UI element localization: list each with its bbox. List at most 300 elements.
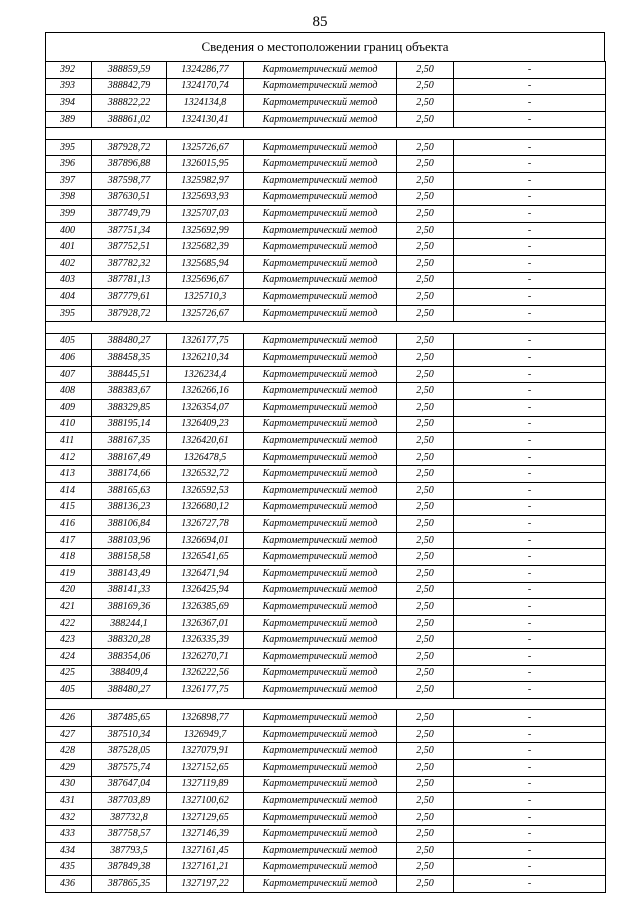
method-cell: Картометрический метод xyxy=(244,876,397,893)
boundary-table-sheet xyxy=(45,32,605,893)
separator-cell xyxy=(46,322,606,333)
x-coordinate-cell: 388141,33 xyxy=(92,582,167,599)
y-coordinate-cell: 1326592,53 xyxy=(167,483,244,500)
method-cell: Картометрический метод xyxy=(244,859,397,876)
point-number-cell: 433 xyxy=(46,826,92,843)
method-cell: Картометрический метод xyxy=(244,272,397,289)
accuracy-cell: 2,50 xyxy=(397,239,454,256)
point-number-cell: 409 xyxy=(46,400,92,417)
description-cell: - xyxy=(454,826,606,843)
table-body xyxy=(46,62,606,893)
method-cell: Картометрический метод xyxy=(244,139,397,156)
point-number-cell: 431 xyxy=(46,793,92,810)
description-cell: - xyxy=(454,759,606,776)
x-coordinate-cell: 388329,85 xyxy=(92,400,167,417)
point-number-cell: 407 xyxy=(46,366,92,383)
accuracy-cell: 2,50 xyxy=(397,305,454,322)
method-cell: Картометрический метод xyxy=(244,400,397,417)
y-coordinate-cell: 1326694,01 xyxy=(167,532,244,549)
accuracy-cell: 2,50 xyxy=(397,333,454,350)
method-cell: Картометрический метод xyxy=(244,239,397,256)
description-cell: - xyxy=(454,793,606,810)
point-number-cell: 398 xyxy=(46,189,92,206)
point-number-cell: 424 xyxy=(46,648,92,665)
method-cell: Картометрический метод xyxy=(244,222,397,239)
accuracy-cell: 2,50 xyxy=(397,78,454,95)
group-separator-row xyxy=(46,128,606,139)
point-number-cell: 400 xyxy=(46,222,92,239)
point-number-cell: 399 xyxy=(46,206,92,223)
accuracy-cell: 2,50 xyxy=(397,400,454,417)
y-coordinate-cell: 1326898,77 xyxy=(167,710,244,727)
table-row xyxy=(46,95,606,112)
description-cell: - xyxy=(454,499,606,516)
accuracy-cell: 2,50 xyxy=(397,483,454,500)
description-cell: - xyxy=(454,305,606,322)
y-coordinate-cell: 1326409,23 xyxy=(167,416,244,433)
point-number-cell: 422 xyxy=(46,615,92,632)
table-row xyxy=(46,682,606,699)
point-number-cell: 414 xyxy=(46,483,92,500)
point-number-cell: 434 xyxy=(46,842,92,859)
point-number-cell: 404 xyxy=(46,289,92,306)
description-cell: - xyxy=(454,582,606,599)
description-cell: - xyxy=(454,222,606,239)
point-number-cell: 392 xyxy=(46,62,92,79)
point-number-cell: 425 xyxy=(46,665,92,682)
x-coordinate-cell: 388103,96 xyxy=(92,532,167,549)
y-coordinate-cell: 1325726,67 xyxy=(167,305,244,322)
description-cell: - xyxy=(454,416,606,433)
point-number-cell: 393 xyxy=(46,78,92,95)
x-coordinate-cell: 388354,06 xyxy=(92,648,167,665)
table-row xyxy=(46,566,606,583)
method-cell: Картометрический метод xyxy=(244,682,397,699)
group-separator-row xyxy=(46,322,606,333)
method-cell: Картометрический метод xyxy=(244,466,397,483)
x-coordinate-cell: 387575,74 xyxy=(92,759,167,776)
description-cell: - xyxy=(454,78,606,95)
y-coordinate-cell: 1326727,78 xyxy=(167,516,244,533)
point-number-cell: 405 xyxy=(46,333,92,350)
point-number-cell: 412 xyxy=(46,449,92,466)
accuracy-cell: 2,50 xyxy=(397,776,454,793)
y-coordinate-cell: 1326425,94 xyxy=(167,582,244,599)
description-cell: - xyxy=(454,95,606,112)
accuracy-cell: 2,50 xyxy=(397,682,454,699)
method-cell: Картометрический метод xyxy=(244,566,397,583)
x-coordinate-cell: 387598,77 xyxy=(92,172,167,189)
x-coordinate-cell: 388136,23 xyxy=(92,499,167,516)
table-row xyxy=(46,289,606,306)
description-cell: - xyxy=(454,156,606,173)
y-coordinate-cell: 1325685,94 xyxy=(167,255,244,272)
y-coordinate-cell: 1324134,8 xyxy=(167,95,244,112)
x-coordinate-cell: 387732,8 xyxy=(92,809,167,826)
y-coordinate-cell: 1327152,65 xyxy=(167,759,244,776)
accuracy-cell: 2,50 xyxy=(397,95,454,112)
accuracy-cell: 2,50 xyxy=(397,549,454,566)
description-cell: - xyxy=(454,483,606,500)
description-cell: - xyxy=(454,206,606,223)
method-cell: Картометрический метод xyxy=(244,383,397,400)
x-coordinate-cell: 387510,34 xyxy=(92,726,167,743)
method-cell: Картометрический метод xyxy=(244,483,397,500)
method-cell: Картометрический метод xyxy=(244,549,397,566)
x-coordinate-cell: 387928,72 xyxy=(92,139,167,156)
method-cell: Картометрический метод xyxy=(244,333,397,350)
y-coordinate-cell: 1325693,93 xyxy=(167,189,244,206)
point-number-cell: 410 xyxy=(46,416,92,433)
method-cell: Картометрический метод xyxy=(244,255,397,272)
boundary-coordinates-table xyxy=(45,61,606,893)
point-number-cell: 413 xyxy=(46,466,92,483)
description-cell: - xyxy=(454,255,606,272)
table-row xyxy=(46,366,606,383)
point-number-cell: 403 xyxy=(46,272,92,289)
method-cell: Картометрический метод xyxy=(244,809,397,826)
y-coordinate-cell: 1327129,65 xyxy=(167,809,244,826)
x-coordinate-cell: 387865,35 xyxy=(92,876,167,893)
table-row xyxy=(46,333,606,350)
table-row xyxy=(46,743,606,760)
point-number-cell: 395 xyxy=(46,305,92,322)
x-coordinate-cell: 387849,38 xyxy=(92,859,167,876)
point-number-cell: 428 xyxy=(46,743,92,760)
table-row xyxy=(46,648,606,665)
method-cell: Картометрический метод xyxy=(244,532,397,549)
x-coordinate-cell: 387758,57 xyxy=(92,826,167,843)
accuracy-cell: 2,50 xyxy=(397,499,454,516)
separator-cell xyxy=(46,698,606,709)
table-row xyxy=(46,156,606,173)
point-number-cell: 417 xyxy=(46,532,92,549)
accuracy-cell: 2,50 xyxy=(397,665,454,682)
table-row xyxy=(46,139,606,156)
y-coordinate-cell: 1326532,72 xyxy=(167,466,244,483)
table-row xyxy=(46,449,606,466)
accuracy-cell: 2,50 xyxy=(397,876,454,893)
table-row xyxy=(46,759,606,776)
point-number-cell: 432 xyxy=(46,809,92,826)
x-coordinate-cell: 388383,67 xyxy=(92,383,167,400)
x-coordinate-cell: 388480,27 xyxy=(92,682,167,699)
accuracy-cell: 2,50 xyxy=(397,842,454,859)
accuracy-cell: 2,50 xyxy=(397,599,454,616)
table-row xyxy=(46,350,606,367)
x-coordinate-cell: 388861,02 xyxy=(92,111,167,128)
method-cell: Картометрический метод xyxy=(244,156,397,173)
description-cell: - xyxy=(454,682,606,699)
table-row xyxy=(46,549,606,566)
x-coordinate-cell: 388174,66 xyxy=(92,466,167,483)
method-cell: Картометрический метод xyxy=(244,648,397,665)
point-number-cell: 426 xyxy=(46,710,92,727)
method-cell: Картометрический метод xyxy=(244,665,397,682)
table-row xyxy=(46,516,606,533)
accuracy-cell: 2,50 xyxy=(397,139,454,156)
point-number-cell: 397 xyxy=(46,172,92,189)
description-cell: - xyxy=(454,876,606,893)
y-coordinate-cell: 1325710,3 xyxy=(167,289,244,306)
accuracy-cell: 2,50 xyxy=(397,62,454,79)
table-row xyxy=(46,206,606,223)
method-cell: Картометрический метод xyxy=(244,499,397,516)
method-cell: Картометрический метод xyxy=(244,710,397,727)
table-row xyxy=(46,615,606,632)
description-cell: - xyxy=(454,62,606,79)
group-separator-row xyxy=(46,698,606,709)
y-coordinate-cell: 1326471,94 xyxy=(167,566,244,583)
y-coordinate-cell: 1326478,5 xyxy=(167,449,244,466)
accuracy-cell: 2,50 xyxy=(397,615,454,632)
description-cell: - xyxy=(454,632,606,649)
point-number-cell: 421 xyxy=(46,599,92,616)
method-cell: Картометрический метод xyxy=(244,743,397,760)
accuracy-cell: 2,50 xyxy=(397,111,454,128)
description-cell: - xyxy=(454,272,606,289)
table-row xyxy=(46,189,606,206)
accuracy-cell: 2,50 xyxy=(397,366,454,383)
point-number-cell: 406 xyxy=(46,350,92,367)
point-number-cell: 411 xyxy=(46,433,92,450)
accuracy-cell: 2,50 xyxy=(397,648,454,665)
method-cell: Картометрический метод xyxy=(244,62,397,79)
accuracy-cell: 2,50 xyxy=(397,289,454,306)
description-cell: - xyxy=(454,366,606,383)
method-cell: Картометрический метод xyxy=(244,111,397,128)
method-cell: Картометрический метод xyxy=(244,305,397,322)
x-coordinate-cell: 388106,84 xyxy=(92,516,167,533)
y-coordinate-cell: 1326385,69 xyxy=(167,599,244,616)
table-row xyxy=(46,111,606,128)
point-number-cell: 416 xyxy=(46,516,92,533)
accuracy-cell: 2,50 xyxy=(397,632,454,649)
y-coordinate-cell: 1326420,61 xyxy=(167,433,244,450)
description-cell: - xyxy=(454,809,606,826)
description-cell: - xyxy=(454,743,606,760)
accuracy-cell: 2,50 xyxy=(397,759,454,776)
x-coordinate-cell: 388842,79 xyxy=(92,78,167,95)
accuracy-cell: 2,50 xyxy=(397,859,454,876)
separator-cell xyxy=(46,128,606,139)
table-row xyxy=(46,665,606,682)
point-number-cell: 436 xyxy=(46,876,92,893)
y-coordinate-cell: 1326541,65 xyxy=(167,549,244,566)
y-coordinate-cell: 1326949,7 xyxy=(167,726,244,743)
description-cell: - xyxy=(454,726,606,743)
description-cell: - xyxy=(454,139,606,156)
description-cell: - xyxy=(454,239,606,256)
description-cell: - xyxy=(454,383,606,400)
table-row xyxy=(46,826,606,843)
x-coordinate-cell: 388480,27 xyxy=(92,333,167,350)
table-row xyxy=(46,726,606,743)
x-coordinate-cell: 388143,49 xyxy=(92,566,167,583)
x-coordinate-cell: 387793,5 xyxy=(92,842,167,859)
y-coordinate-cell: 1326266,16 xyxy=(167,383,244,400)
table-row xyxy=(46,400,606,417)
table-row xyxy=(46,172,606,189)
method-cell: Картометрический метод xyxy=(244,516,397,533)
x-coordinate-cell: 387703,89 xyxy=(92,793,167,810)
y-coordinate-cell: 1324170,74 xyxy=(167,78,244,95)
method-cell: Картометрический метод xyxy=(244,206,397,223)
point-number-cell: 389 xyxy=(46,111,92,128)
point-number-cell: 423 xyxy=(46,632,92,649)
accuracy-cell: 2,50 xyxy=(397,793,454,810)
accuracy-cell: 2,50 xyxy=(397,809,454,826)
x-coordinate-cell: 388822,22 xyxy=(92,95,167,112)
table-row xyxy=(46,842,606,859)
table-row xyxy=(46,466,606,483)
method-cell: Картометрический метод xyxy=(244,759,397,776)
x-coordinate-cell: 388167,35 xyxy=(92,433,167,450)
x-coordinate-cell: 388859,59 xyxy=(92,62,167,79)
y-coordinate-cell: 1327146,39 xyxy=(167,826,244,843)
table-row xyxy=(46,62,606,79)
accuracy-cell: 2,50 xyxy=(397,206,454,223)
accuracy-cell: 2,50 xyxy=(397,172,454,189)
table-row xyxy=(46,305,606,322)
description-cell: - xyxy=(454,289,606,306)
method-cell: Картометрический метод xyxy=(244,350,397,367)
table-row xyxy=(46,78,606,95)
description-cell: - xyxy=(454,532,606,549)
accuracy-cell: 2,50 xyxy=(397,449,454,466)
y-coordinate-cell: 1326335,39 xyxy=(167,632,244,649)
x-coordinate-cell: 387779,61 xyxy=(92,289,167,306)
y-coordinate-cell: 1327161,21 xyxy=(167,859,244,876)
table-row xyxy=(46,433,606,450)
accuracy-cell: 2,50 xyxy=(397,189,454,206)
method-cell: Картометрический метод xyxy=(244,95,397,112)
table-row xyxy=(46,272,606,289)
accuracy-cell: 2,50 xyxy=(397,532,454,549)
point-number-cell: 402 xyxy=(46,255,92,272)
x-coordinate-cell: 388165,63 xyxy=(92,483,167,500)
method-cell: Картометрический метод xyxy=(244,826,397,843)
point-number-cell: 408 xyxy=(46,383,92,400)
description-cell: - xyxy=(454,449,606,466)
point-number-cell: 429 xyxy=(46,759,92,776)
accuracy-cell: 2,50 xyxy=(397,566,454,583)
x-coordinate-cell: 387752,51 xyxy=(92,239,167,256)
accuracy-cell: 2,50 xyxy=(397,466,454,483)
x-coordinate-cell: 388169,36 xyxy=(92,599,167,616)
table-row xyxy=(46,859,606,876)
table-row xyxy=(46,809,606,826)
method-cell: Картометрический метод xyxy=(244,582,397,599)
accuracy-cell: 2,50 xyxy=(397,516,454,533)
point-number-cell: 430 xyxy=(46,776,92,793)
point-number-cell: 419 xyxy=(46,566,92,583)
table-row xyxy=(46,499,606,516)
description-cell: - xyxy=(454,648,606,665)
description-cell: - xyxy=(454,859,606,876)
x-coordinate-cell: 388458,35 xyxy=(92,350,167,367)
x-coordinate-cell: 388320,28 xyxy=(92,632,167,649)
point-number-cell: 405 xyxy=(46,682,92,699)
y-coordinate-cell: 1326234,4 xyxy=(167,366,244,383)
y-coordinate-cell: 1325982,97 xyxy=(167,172,244,189)
y-coordinate-cell: 1324286,77 xyxy=(167,62,244,79)
table-row xyxy=(46,239,606,256)
y-coordinate-cell: 1326354,07 xyxy=(167,400,244,417)
y-coordinate-cell: 1325696,67 xyxy=(167,272,244,289)
x-coordinate-cell: 387896,88 xyxy=(92,156,167,173)
y-coordinate-cell: 1326222,56 xyxy=(167,665,244,682)
x-coordinate-cell: 388244,1 xyxy=(92,615,167,632)
y-coordinate-cell: 1324130,41 xyxy=(167,111,244,128)
y-coordinate-cell: 1326177,75 xyxy=(167,333,244,350)
point-number-cell: 415 xyxy=(46,499,92,516)
accuracy-cell: 2,50 xyxy=(397,743,454,760)
accuracy-cell: 2,50 xyxy=(397,383,454,400)
description-cell: - xyxy=(454,516,606,533)
method-cell: Картометрический метод xyxy=(244,776,397,793)
accuracy-cell: 2,50 xyxy=(397,350,454,367)
accuracy-cell: 2,50 xyxy=(397,582,454,599)
accuracy-cell: 2,50 xyxy=(397,222,454,239)
y-coordinate-cell: 1325726,67 xyxy=(167,139,244,156)
point-number-cell: 394 xyxy=(46,95,92,112)
description-cell: - xyxy=(454,615,606,632)
accuracy-cell: 2,50 xyxy=(397,272,454,289)
x-coordinate-cell: 387647,04 xyxy=(92,776,167,793)
table-row xyxy=(46,255,606,272)
accuracy-cell: 2,50 xyxy=(397,156,454,173)
table-row xyxy=(46,383,606,400)
x-coordinate-cell: 388195,14 xyxy=(92,416,167,433)
table-row xyxy=(46,483,606,500)
x-coordinate-cell: 388445,51 xyxy=(92,366,167,383)
accuracy-cell: 2,50 xyxy=(397,826,454,843)
y-coordinate-cell: 1326177,75 xyxy=(167,682,244,699)
description-cell: - xyxy=(454,333,606,350)
point-number-cell: 401 xyxy=(46,239,92,256)
y-coordinate-cell: 1327197,22 xyxy=(167,876,244,893)
description-cell: - xyxy=(454,111,606,128)
y-coordinate-cell: 1327119,89 xyxy=(167,776,244,793)
point-number-cell: 396 xyxy=(46,156,92,173)
x-coordinate-cell: 387528,05 xyxy=(92,743,167,760)
table-row xyxy=(46,876,606,893)
point-number-cell: 435 xyxy=(46,859,92,876)
x-coordinate-cell: 387781,13 xyxy=(92,272,167,289)
accuracy-cell: 2,50 xyxy=(397,255,454,272)
table-row xyxy=(46,222,606,239)
y-coordinate-cell: 1326367,01 xyxy=(167,615,244,632)
table-row xyxy=(46,599,606,616)
y-coordinate-cell: 1325682,39 xyxy=(167,239,244,256)
accuracy-cell: 2,50 xyxy=(397,433,454,450)
x-coordinate-cell: 387928,72 xyxy=(92,305,167,322)
description-cell: - xyxy=(454,776,606,793)
method-cell: Картометрический метод xyxy=(244,615,397,632)
table-row xyxy=(46,582,606,599)
page-number: 85 xyxy=(312,14,328,30)
table-row xyxy=(46,416,606,433)
description-cell: - xyxy=(454,400,606,417)
accuracy-cell: 2,50 xyxy=(397,710,454,727)
point-number-cell: 395 xyxy=(46,139,92,156)
method-cell: Картометрический метод xyxy=(244,793,397,810)
method-cell: Картометрический метод xyxy=(244,78,397,95)
description-cell: - xyxy=(454,710,606,727)
method-cell: Картометрический метод xyxy=(244,599,397,616)
y-coordinate-cell: 1326210,34 xyxy=(167,350,244,367)
